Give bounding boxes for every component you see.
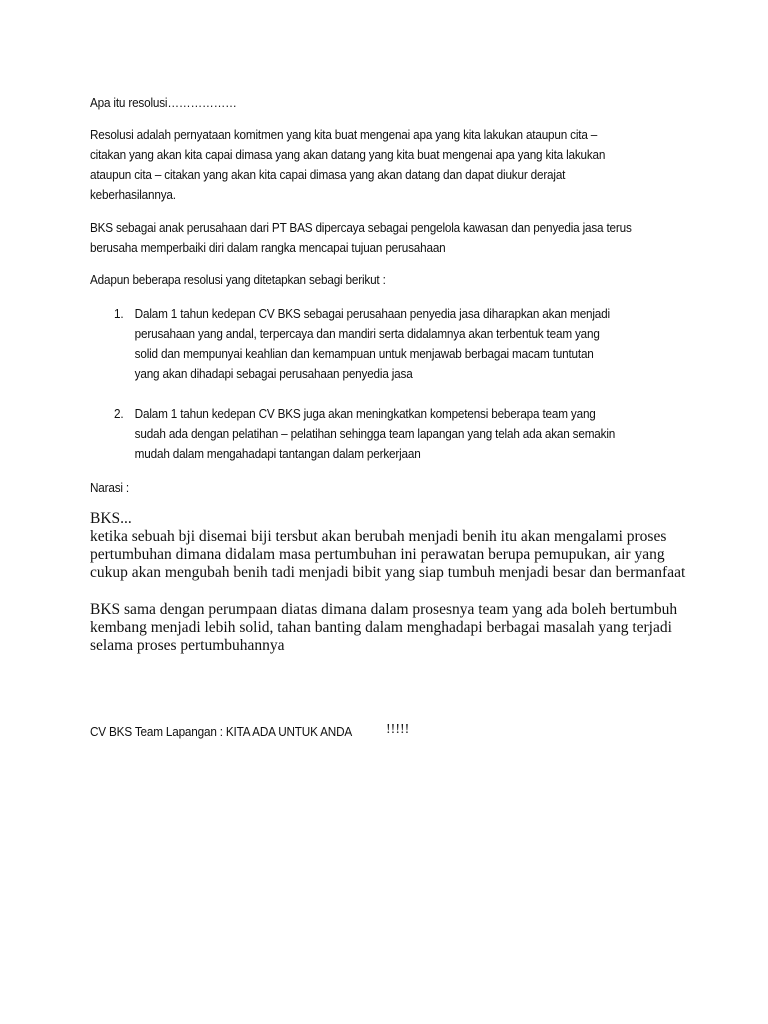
- list-item-text: [135, 304, 633, 384]
- narasi-line: pertumbuhan dimana didalam masa pertumbuhan ini perawatan berupa pemupukan, air yang: [90, 546, 665, 563]
- list-item-text: [135, 404, 633, 464]
- paragraph-line: berusaha memperbaiki diri dalam rangka mencapai tujuan perusahaan: [90, 241, 446, 255]
- list-line: perusahaan yang andal, terpercaya dan mandiri serta didalamnya akan terbentuk team yang: [134, 327, 600, 341]
- footer-text: CV BKS Team Lapangan : KITA ADA UNTUK ANDA: [90, 725, 353, 739]
- list-line: solid dan mempunyai keahlian dan kemampuan untuk menjawab berbagai macam tuntutan: [134, 347, 594, 361]
- footer-exclaim: !!!!!: [386, 722, 410, 737]
- paragraph-resolusi: [90, 125, 673, 205]
- narasi-title: [90, 510, 710, 528]
- list-line: Dalam 1 tahun kedepan CV BKS juga akan meningkatkan kompetensi beberapa team yang: [134, 407, 596, 421]
- document-heading: [90, 93, 673, 113]
- paragraph-line: citakan yang akan kita capai dimasa yang akan datang yang kita buat mengenai apa yang kita lakukan: [90, 148, 606, 162]
- paragraph-line: keberhasilannya.: [90, 188, 176, 202]
- paragraph-bks: [90, 218, 673, 258]
- list-line: sudah ada dengan pelatihan – pelatihan sehingga team lapangan yang telah ada akan semakin: [134, 427, 616, 441]
- narasi-line: cukup akan mengubah benih tadi menjadi bibit yang siap tumbuh menjadi besar dan bermanfaat: [90, 564, 686, 581]
- list-number: 1.: [114, 307, 124, 321]
- narasi-label: [90, 478, 673, 498]
- paragraph-line: ataupun cita – citakan yang akan kita capai dimasa yang akan datang dan dapat diukur derajat: [90, 168, 566, 182]
- narasi-label-text: Narasi :: [90, 481, 129, 495]
- list-line: mudah dalam mengahadapi tantangan dalam perkerjaan: [134, 447, 421, 461]
- narasi-paragraph-1: [90, 528, 710, 582]
- paragraph-line: Resolusi adalah pernyataan komitmen yang kita buat mengenai apa yang kita lakukan ataupun cita –: [90, 128, 598, 142]
- paragraph-intro-list: [90, 270, 673, 290]
- list-number: 2.: [114, 407, 124, 421]
- narasi-line: kembang menjadi lebih solid, tahan banting dalam menghadapi berbagai masalah yang terjadi: [90, 619, 672, 636]
- narasi-line: ketika sebuah bji disemai biji tersbut akan berubah menjadi benih itu akan mengalami proses: [90, 528, 667, 545]
- list-line: Dalam 1 tahun kedepan CV BKS sebagai perusahaan penyedia jasa diharapkan akan menjadi: [134, 307, 610, 321]
- narasi-line: selama proses pertumbuhannya: [90, 637, 285, 654]
- heading-text: Apa itu resolusi………………: [90, 96, 237, 110]
- narasi-line: BKS sama dengan perumpaan diatas dimana dalam prosesnya team yang ada boleh bertumbuh: [90, 601, 678, 618]
- footer-slogan: [90, 722, 710, 742]
- list-line: yang akan dihadapi sebagai perusahaan penyedia jasa: [134, 367, 413, 381]
- paragraph-line: BKS sebagai anak perusahaan dari PT BAS dipercaya sebagai pengelola kawasan dan penyedia jasa terus: [90, 221, 632, 235]
- narasi-title-text: BKS...: [90, 510, 132, 527]
- paragraph-line: Adapun beberapa resolusi yang ditetapkan sebagi berikut :: [90, 273, 386, 287]
- narasi-paragraph-2: [90, 601, 710, 655]
